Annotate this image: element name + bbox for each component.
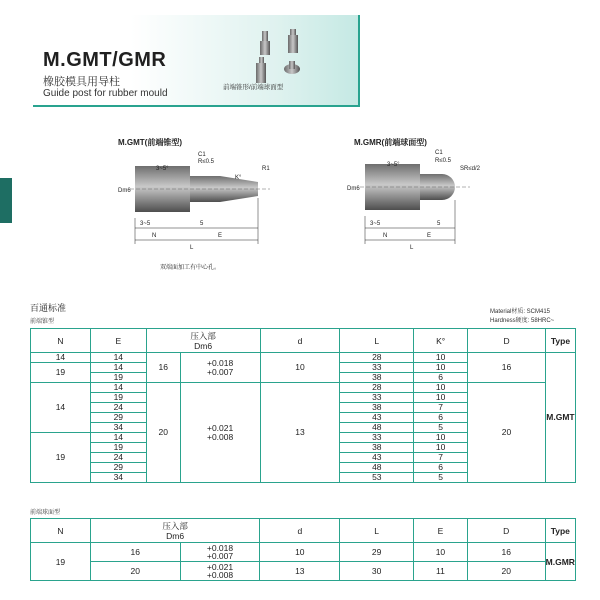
cell-e: 29 xyxy=(90,413,146,423)
cell-d: 20 xyxy=(467,562,545,581)
cell-l: 33 xyxy=(340,433,414,443)
product-subtitle-en: Guide post for rubber mould xyxy=(43,88,168,99)
cell-k: 10 xyxy=(414,393,468,403)
cell-k: 6 xyxy=(414,463,468,473)
gmt-label-r: R≤0.5 xyxy=(198,159,214,165)
gmr-label-c1: C1 xyxy=(435,150,443,156)
col-header-n: N xyxy=(31,329,91,353)
gmt-label-3-5: 3~5 xyxy=(140,221,151,227)
table-gmt xyxy=(30,328,576,483)
cell-e: 24 xyxy=(90,403,146,413)
cell-n: 14 xyxy=(31,353,91,363)
gmr-label-angle: 3~5° xyxy=(387,162,400,168)
gmt-label-k: K° xyxy=(235,175,242,181)
cell-l: 38 xyxy=(340,443,414,453)
cell-type: M.GMT xyxy=(545,353,575,483)
cell-e: 19 xyxy=(90,443,146,453)
cell-l: 28 xyxy=(340,353,414,363)
cell-k: 10 xyxy=(414,353,468,363)
cell-e: 14 xyxy=(90,383,146,393)
cell-e: 19 xyxy=(90,373,146,383)
col-header-l: L xyxy=(340,519,414,543)
cell-k: 10 xyxy=(414,363,468,373)
gmr-label-e: E xyxy=(427,233,432,239)
cell-press: 20 xyxy=(90,562,180,581)
gmt-label-r1: R1 xyxy=(262,166,270,172)
col-header-d: D xyxy=(467,519,545,543)
col-header-type: Type xyxy=(545,329,575,353)
cell-n: 19 xyxy=(31,363,91,383)
gmt-label-e: E xyxy=(218,233,223,239)
cell-tol: +0.021 +0.008 xyxy=(180,562,260,581)
col-header-d: D xyxy=(468,329,546,353)
side-tab xyxy=(0,178,12,223)
cell-e: 11 xyxy=(414,562,468,581)
cell-l: 33 xyxy=(340,393,414,403)
cell-d-small: 13 xyxy=(260,562,340,581)
cell-d: 20 xyxy=(468,383,546,483)
cell-k: 10 xyxy=(414,433,468,443)
cell-press: 16 xyxy=(90,543,180,562)
product-title: M.GMT/GMR xyxy=(43,49,167,71)
cell-l: 43 xyxy=(340,453,414,463)
gmt-label-l: L xyxy=(190,245,194,251)
cell-e: 24 xyxy=(90,453,146,463)
col-header-press: 压入部 Dm6 xyxy=(90,519,260,543)
col-header-d-small: d xyxy=(260,329,340,353)
cell-e: 14 xyxy=(90,363,146,373)
cell-l: 48 xyxy=(340,423,414,433)
cell-d-small: 10 xyxy=(260,543,340,562)
cell-k: 7 xyxy=(414,403,468,413)
col-header-d-small: d xyxy=(260,519,340,543)
col-header-l: L xyxy=(340,329,414,353)
cell-d-small: 13 xyxy=(260,383,340,483)
cell-press: 16 xyxy=(146,353,180,383)
cell-k: 5 xyxy=(414,473,468,483)
cell-tol: +0.021 +0.008 xyxy=(180,383,260,483)
cell-e: 34 xyxy=(90,473,146,483)
cell-l: 38 xyxy=(340,403,414,413)
table-gmr xyxy=(30,518,576,581)
gmt-label-c1: C1 xyxy=(198,152,206,158)
cell-e: 29 xyxy=(90,463,146,473)
col-header-e: E xyxy=(414,519,468,543)
cell-l: 29 xyxy=(340,543,414,562)
gmt-label-n: N xyxy=(152,233,157,239)
photo-caption: 前端锥形/前端球面型 xyxy=(223,84,284,91)
cell-e: 34 xyxy=(90,423,146,433)
cell-k: 6 xyxy=(414,373,468,383)
cell-l: 28 xyxy=(340,383,414,393)
col-header-press: 压入部 Dm6 xyxy=(146,329,260,353)
cell-n: 19 xyxy=(31,543,91,581)
diagram-gmr xyxy=(345,148,525,258)
section-sub-gmt: 前端锥型 xyxy=(30,319,55,325)
cell-e: 19 xyxy=(90,393,146,403)
cell-e: 14 xyxy=(90,353,146,363)
cell-press: 20 xyxy=(146,383,180,483)
gmr-label-3-5: 3~5 xyxy=(370,221,381,227)
gmt-label-angle: 3~5° xyxy=(156,166,169,172)
cell-k: 5 xyxy=(414,423,468,433)
gmr-label-sr: SR≤d/2 xyxy=(460,166,480,172)
cell-k: 6 xyxy=(414,413,468,423)
cell-tol: +0.018 +0.007 xyxy=(180,353,260,383)
cell-k: 10 xyxy=(414,383,468,393)
gmt-label-dm6: Dm6 xyxy=(118,188,131,194)
diagram-gmr-title: M.GMR(前端球面型) xyxy=(354,138,427,147)
hardness-note: Hardness硬度: 58HRC~ xyxy=(490,318,555,324)
cell-n: 19 xyxy=(31,433,91,483)
cell-type: M.GMR xyxy=(545,543,575,581)
col-header-type: Type xyxy=(545,519,575,543)
cell-l: 33 xyxy=(340,363,414,373)
cell-l: 53 xyxy=(340,473,414,483)
gmr-label-dm6: Dm6 xyxy=(347,186,360,192)
diagram-gmt-note: 双端面加工有中心孔。 xyxy=(160,265,221,271)
product-photo xyxy=(248,27,318,83)
cell-k: 10 xyxy=(414,443,468,453)
gmr-label-r: R≤0.5 xyxy=(435,158,451,164)
cell-l: 48 xyxy=(340,463,414,473)
header-banner xyxy=(33,15,360,107)
cell-d: 16 xyxy=(468,353,546,383)
material-note: Material材质: SCM415 xyxy=(490,309,551,315)
col-header-k: K° xyxy=(414,329,468,353)
cell-k: 7 xyxy=(414,453,468,463)
cell-e: 10 xyxy=(414,543,468,562)
gmt-label-5: 5 xyxy=(200,221,204,227)
product-subtitle-cn: 橡胶模具用导柱 xyxy=(43,76,120,88)
diagram-gmt-title: M.GMT(前端锥型) xyxy=(118,138,182,147)
col-header-n: N xyxy=(31,519,91,543)
col-header-e: E xyxy=(90,329,146,353)
section-sub-gmr: 前端球面型 xyxy=(30,510,61,516)
cell-d: 16 xyxy=(467,543,545,562)
gmr-label-n: N xyxy=(383,233,388,239)
section-title: 百通标准 xyxy=(30,303,67,313)
cell-l: 30 xyxy=(340,562,414,581)
cell-tol: +0.018 +0.007 xyxy=(180,543,260,562)
gmr-label-5: 5 xyxy=(437,221,441,227)
cell-e: 14 xyxy=(90,433,146,443)
diagram-gmt xyxy=(110,148,290,258)
cell-l: 38 xyxy=(340,373,414,383)
cell-n: 14 xyxy=(31,383,91,433)
gmr-label-l: L xyxy=(410,245,414,251)
cell-d-small: 10 xyxy=(260,353,340,383)
cell-l: 43 xyxy=(340,413,414,423)
